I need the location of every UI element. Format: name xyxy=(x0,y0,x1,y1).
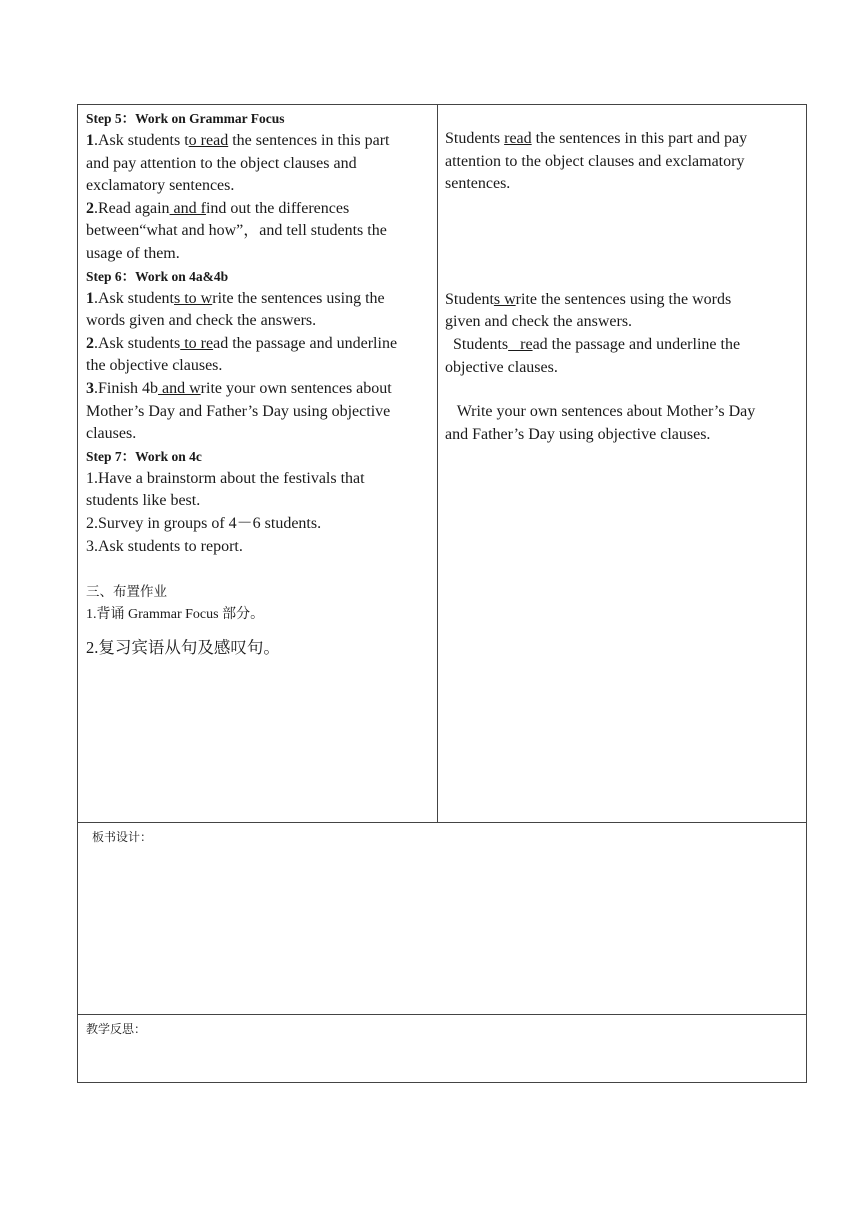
step7-item1: 1.Have a brainstorm about the festivals that xyxy=(86,469,365,487)
step6-item2-line2: the objective clauses. xyxy=(86,357,223,375)
student-activity1-line3: sentences. xyxy=(445,175,511,193)
homework-item2: 2.复习宾语从句及感叹句。 xyxy=(86,638,280,658)
step5-item1: 1.Ask students to read the sentences in this part xyxy=(86,132,390,149)
step6-item1-line2: words given and check the answers. xyxy=(86,312,317,330)
homework-item1: 1.背诵 Grammar Focus 部分。 xyxy=(86,607,265,623)
student-activity4: Write your own sentences about Mother’s Day xyxy=(445,403,756,421)
student-activity3-line2: objective clauses. xyxy=(445,358,558,376)
step7-title: Step 7：Work on 4c xyxy=(86,448,202,464)
student-activity4-line2: and Father’s Day using objective clauses. xyxy=(445,425,711,443)
student-activity3: Students read the passage and underline the xyxy=(445,335,741,353)
column-divider xyxy=(437,104,438,823)
step6-item1: 1.Ask students to write the sentences using the xyxy=(86,289,385,307)
student-activity2-line2: given and check the answers. xyxy=(445,313,633,331)
teacher-activities-cell xyxy=(86,108,431,660)
student-activity1-line2: attention to the object clauses and exclamatory xyxy=(445,152,745,170)
step6-item3-line2: Mother’s Day and Father’s Day using objective xyxy=(86,402,391,420)
step6-item2: 2.Ask students to read the passage and underline xyxy=(86,334,398,352)
step6-item3: 3.Finish 4b and write your own sentences about xyxy=(86,379,392,397)
board-design-label: 板书设计： xyxy=(92,830,153,844)
step6-title: Step 6：Work on 4a&4b xyxy=(86,268,229,284)
step7-item2: 2.Survey in groups of 4－6 students. xyxy=(86,514,322,532)
student-activities-cell xyxy=(445,128,795,446)
homework-title: 三、布置作业 xyxy=(86,584,167,601)
step5-item2-line3: usage of them. xyxy=(86,244,180,262)
step5-title: Step 5：Work on Grammar Focus xyxy=(86,111,285,126)
student-activity2: Students write the sentences using the words xyxy=(445,290,732,308)
step5-item1-line3: exclamatory sentences. xyxy=(86,177,235,195)
row-divider-board xyxy=(77,822,807,823)
row-divider-reflection xyxy=(77,1014,807,1015)
step7-item3: 3.Ask students to report. xyxy=(86,537,243,555)
step6-item3-line3: clauses. xyxy=(86,425,137,443)
step5-item2: 2.Read again and find out the differences xyxy=(86,199,350,217)
step5-item2-line2: between“what and how”，and tell students the xyxy=(86,222,387,240)
step5-item1-line2: and pay attention to the object clauses and xyxy=(86,154,357,172)
student-activity1: Students read the sentences in this part and pay xyxy=(445,130,748,147)
step7-item1-line2: students like best. xyxy=(86,492,201,510)
teaching-reflection-label: 教学反思： xyxy=(86,1022,147,1036)
